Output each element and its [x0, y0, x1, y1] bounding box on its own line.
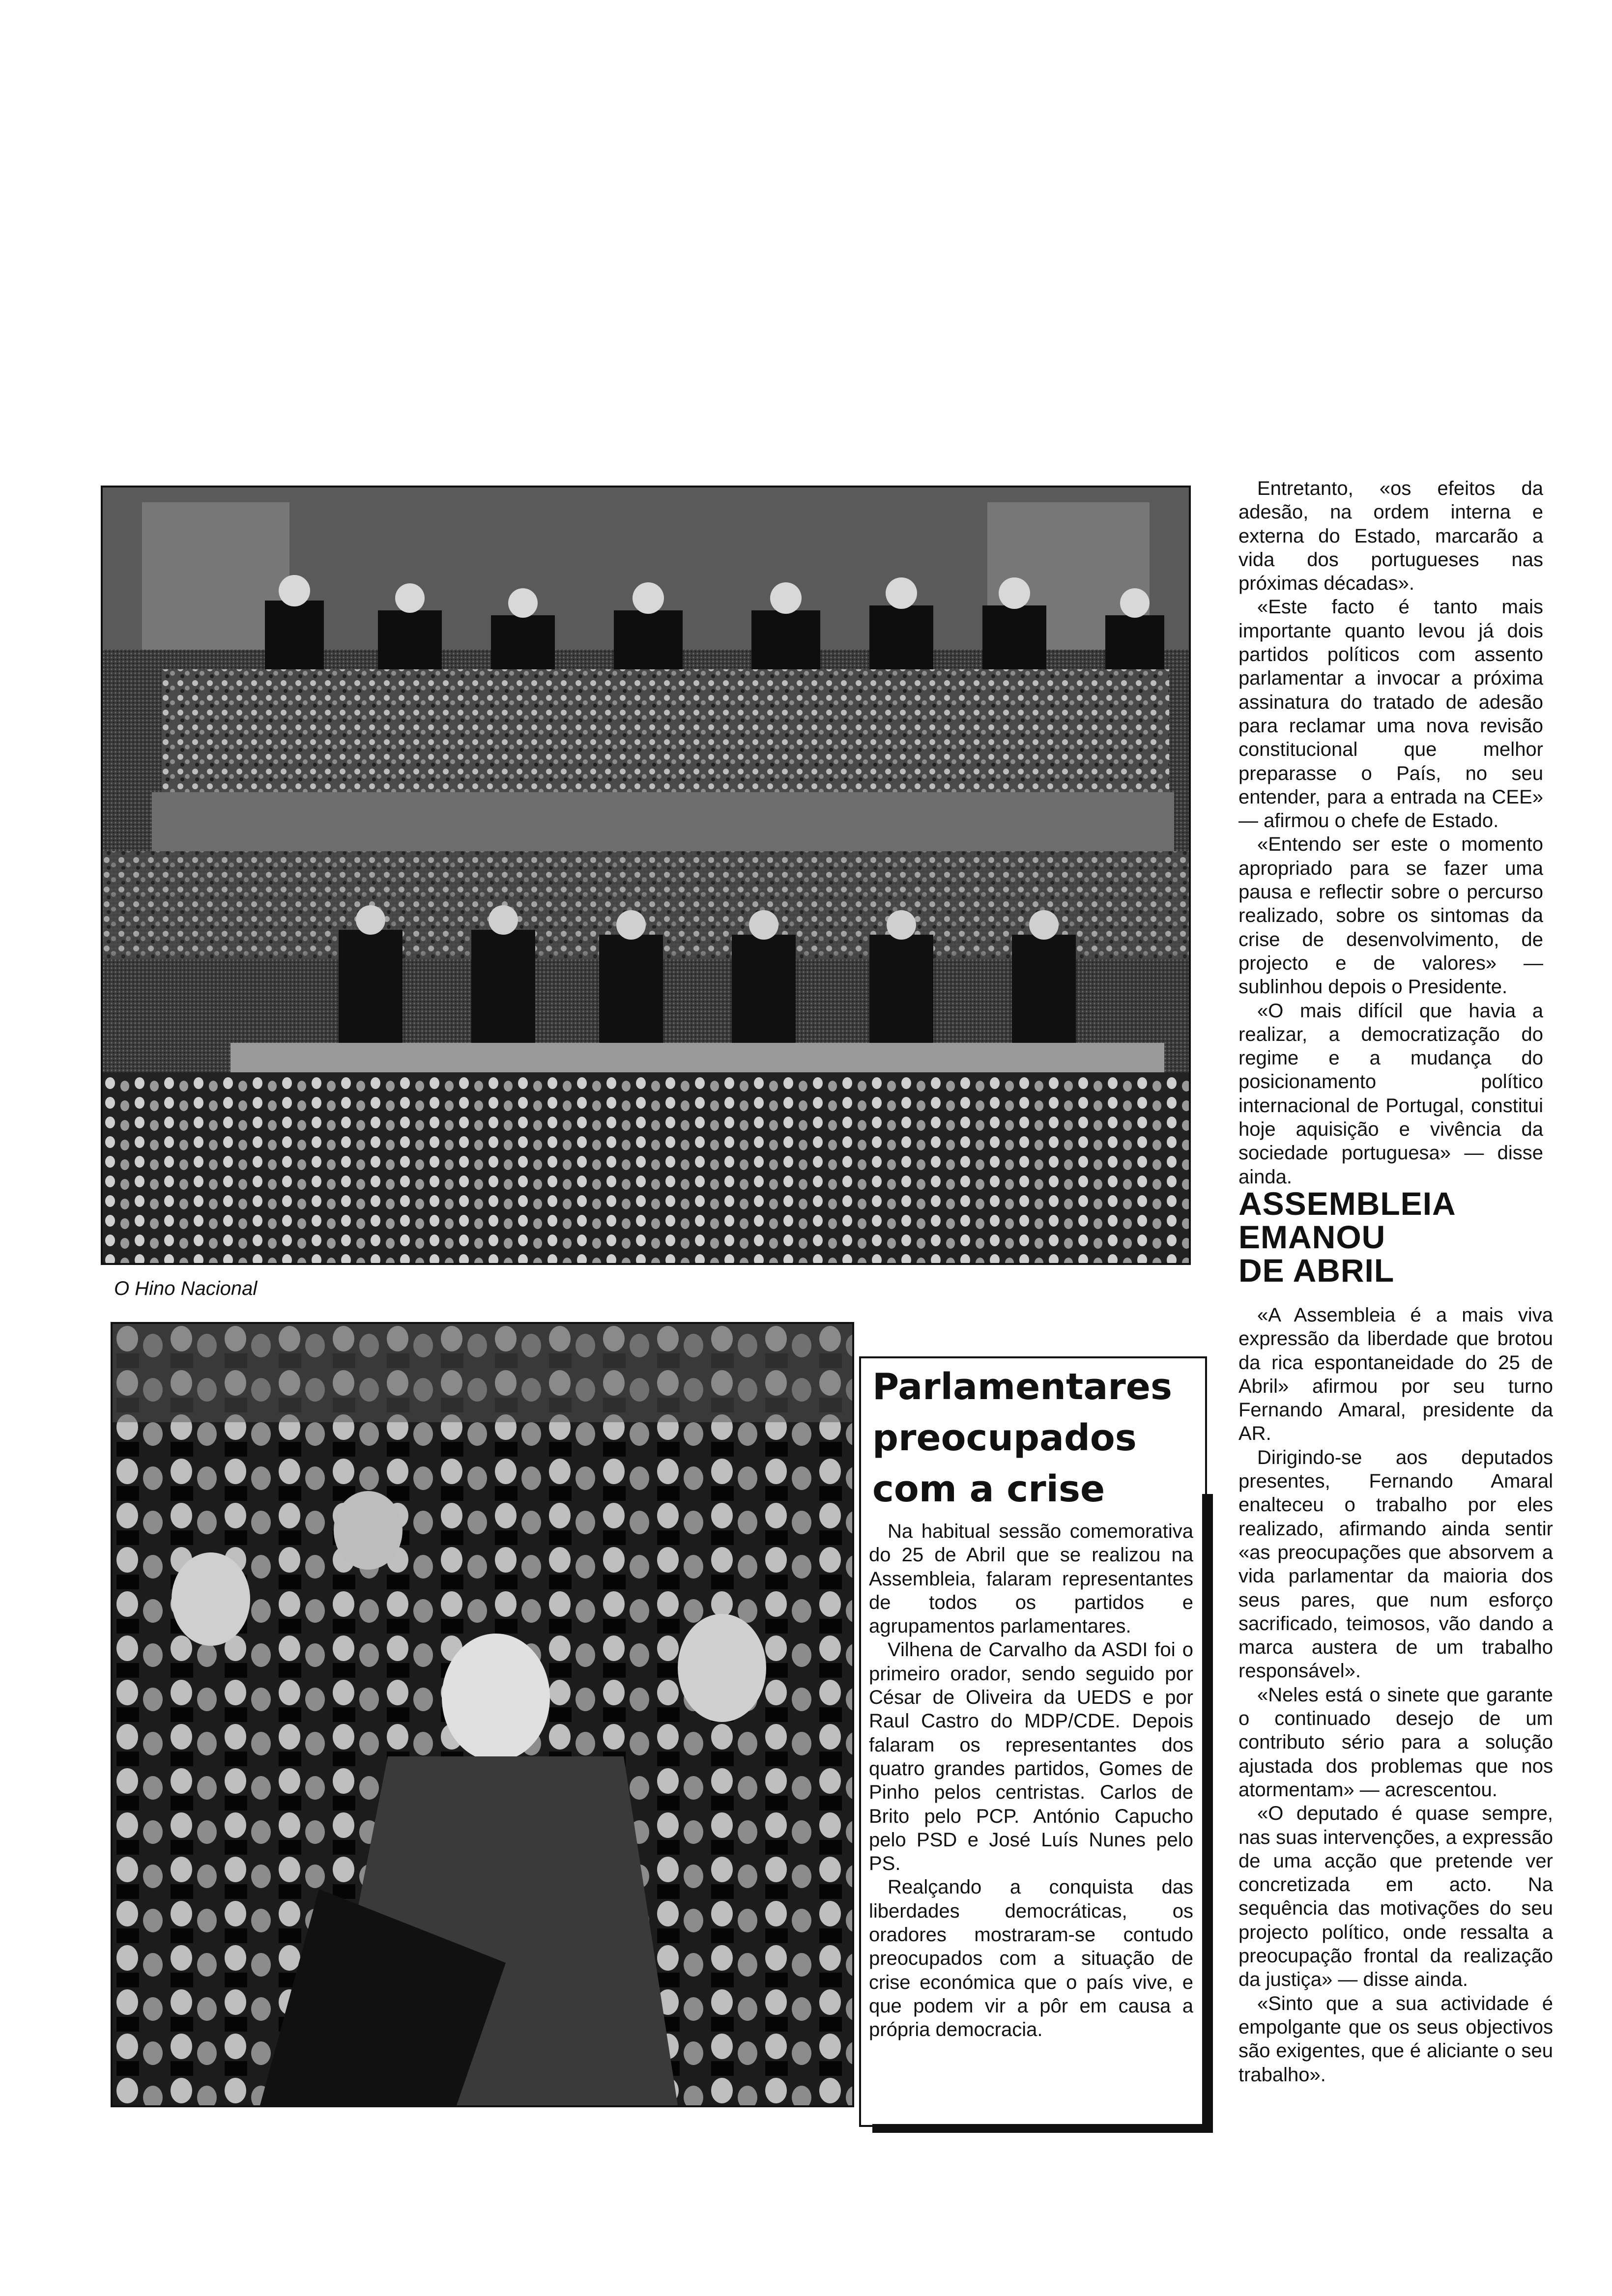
photo-parliament-tribune [101, 486, 1191, 1265]
paragraph: Entretanto, «os efeitos da adesão, na ordem interna e externa do Estado, marcarão a vida dos portugueses nas próximas décadas». [1238, 478, 1543, 595]
paragraph: «Sinto que a sua actividade é empolgante que os seus objectivos são exigentes, que é aliciante o seu trabalho». [1238, 1992, 1553, 2086]
section-heading [1238, 1187, 1553, 1287]
article-title-line: com a crise [872, 1468, 1105, 1510]
article-title [872, 1361, 1197, 1515]
paragraph: «Neles está o sinete que garante o continuado desejo de um contributo sério para a solução ajustada dos problemas que nos atormentam» — acrescentou. [1238, 1684, 1553, 1801]
right-column-bottom-text [1238, 1303, 1553, 2087]
section-heading-line: EMANOU [1238, 1219, 1386, 1255]
photo-audience-image [113, 1324, 852, 2105]
article-body [869, 1520, 1193, 2042]
photo-caption: O Hino Nacional [114, 1278, 258, 1299]
paragraph: «O deputado é quase sempre, nas suas intervenções, a expressão de uma acção que pretende ver concretizada em acto. Na sequência das motivações do seu projecto político, onde ressalta a preocupação frontal da realização da justiça» — disse ainda. [1238, 1803, 1553, 1991]
paragraph: Vilhena de Carvalho da ASDI foi o primeiro orador, sendo seguido por César de Oliveira da UEDS e por Raul Castro do MDP/CDE. Depois falaram os representantes dos quatro grandes partidos, Gomes de Pinho pelos centristas. Carlos de Brito pelo PCP. António Capucho pelo PSD e José Luís Nunes pelo PS. [869, 1639, 1193, 1875]
paragraph: Realçando a conquista das liberdades democráticas, os oradores mostraram-se contudo preocupados com a situação de crise económica que o país vive, e que podem vir a pôr em causa a própria democracia. [869, 1876, 1193, 2041]
photo-parliament-tribune-image [103, 488, 1189, 1263]
article-title-line: Parlamentares [872, 1366, 1172, 1408]
paragraph: «Entendo ser este o momento apropriado para se fazer uma pausa e reflectir sobre o percurso realizado, sobre os sintomas da crise de desenvolvimento, de projecto e de valores» — sublinhou depois o Presidente. [1238, 833, 1543, 998]
article-title-line: preocupados [872, 1417, 1137, 1459]
paragraph: «A Assembleia é a mais viva expressão da liberdade que brotou da rica espontaneidade do 25 de Abril» afirmou por seu turno Fernando Amaral, presidente da AR. [1238, 1304, 1553, 1445]
paragraph: «Este facto é tanto mais importante quanto levou já dois partidos políticos com assento parlamentar a invocar a próxima assinatura do tratado de adesão para reclamar uma nova revisão constitucional que melhor preparasse o País, no seu entender, para a entrada na CEE» — afirmou o chefe de Estado. [1238, 596, 1543, 832]
paragraph: «O mais difícil que havia a realizar, a democratização do regime e a mudança do posicionamento político internacional de Portugal, constitui hoje aquisição e vivência da sociedade portuguesa» — disse ainda. [1238, 1000, 1543, 1188]
paragraph: Na habitual sessão comemorativa do 25 de Abril que se realizou na Assembleia, falaram representantes de todos os partidos e agrupamentos parlamentares. [869, 1521, 1193, 1637]
section-heading-line: ASSEMBLEIA [1238, 1185, 1456, 1222]
right-column-top-text [1238, 477, 1543, 1189]
photo-audience [111, 1322, 854, 2107]
paragraph: Dirigindo-se aos deputados presentes, Fernando Amaral enalteceu o trabalho por eles realizado, afirmando ainda sentir «as preocupações que absorvem a vida parlamentar da maioria dos seus pares, que num esforço sacrificado, teimosos, vão dando a marca austera de um trabalho responsável». [1238, 1446, 1553, 1682]
section-heading-line: DE ABRIL [1238, 1252, 1395, 1289]
